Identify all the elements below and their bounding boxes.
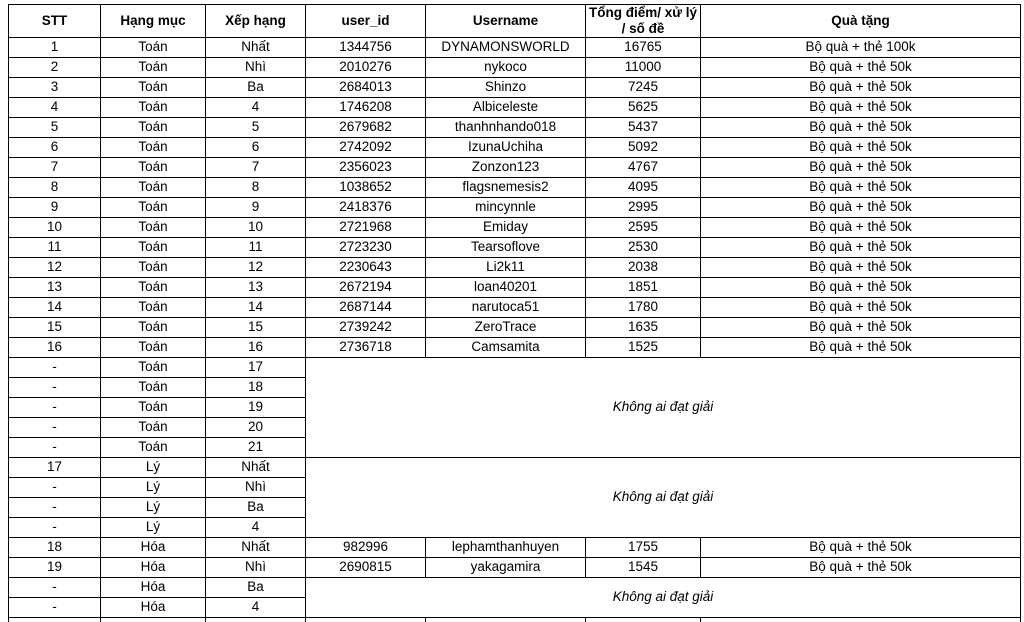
table-cell: Li2k11 [426, 258, 586, 278]
table-cell: Nhì [206, 558, 306, 578]
table-cell: - [9, 418, 101, 438]
table-row [9, 198, 1021, 218]
column-header-hang-muc: Hạng mục [101, 5, 206, 38]
table-cell: 2684013 [306, 78, 426, 98]
no-winner-cell: Không ai đạt giải [306, 458, 1021, 538]
table-cell: 5 [206, 118, 306, 138]
table-cell: 12 [206, 258, 306, 278]
table-cell: loan40201 [426, 278, 586, 298]
table-cell: - [9, 578, 101, 598]
column-header-tong-diem: Tổng điểm/ xử lý / số đề [586, 5, 701, 38]
table-cell: 5625 [586, 98, 701, 118]
table-cell: lephamthanhuyen [426, 538, 586, 558]
table-cell: 2010276 [306, 58, 426, 78]
column-header-username: Username [426, 5, 586, 38]
table-row [9, 78, 1021, 98]
table-cell: 2679682 [306, 118, 426, 138]
table-cell: 1344756 [306, 38, 426, 58]
table-body [9, 38, 1021, 622]
table-cell: Bộ quà + thẻ 50k [701, 98, 1021, 118]
table-cell: 7245 [586, 78, 701, 98]
table-cell: 15 [206, 318, 306, 338]
table-cell: 2690815 [306, 558, 426, 578]
table-cell: Toán [101, 298, 206, 318]
table-cell: Albiceleste [426, 98, 586, 118]
table-cell: Toán [101, 98, 206, 118]
table-cell [9, 618, 101, 622]
table-cell: 1525 [586, 338, 701, 358]
table-cell: Hóa [101, 598, 206, 618]
table-cell: 17 [9, 458, 101, 478]
table-cell: 4767 [586, 158, 701, 178]
table-cell: - [9, 478, 101, 498]
table-cell: Lý [101, 518, 206, 538]
table-cell: Bộ quà + thẻ 50k [701, 218, 1021, 238]
table-cell: Tearsoflove [426, 238, 586, 258]
table-row [9, 278, 1021, 298]
table-cell: Nhất [206, 458, 306, 478]
table-cell: 4095 [586, 178, 701, 198]
table-cell: 1851 [586, 278, 701, 298]
table-row [9, 118, 1021, 138]
table-cell: thanhnhando018 [426, 118, 586, 138]
table-row [9, 558, 1021, 578]
table-cell: 1746208 [306, 98, 426, 118]
table-cell: Bộ quà + thẻ 50k [701, 538, 1021, 558]
table-cell: Toán [101, 358, 206, 378]
table-cell: 10 [9, 218, 101, 238]
table-cell: 4 [206, 518, 306, 538]
table-cell: Nhì [206, 58, 306, 78]
table-cell: 2530 [586, 238, 701, 258]
table-cell [101, 618, 206, 622]
table-cell: 18 [9, 538, 101, 558]
table-cell: 20 [206, 418, 306, 438]
table-row [9, 158, 1021, 178]
table-row [9, 618, 1021, 622]
table-cell: Toán [101, 438, 206, 458]
table-cell: Toán [101, 138, 206, 158]
table-cell: 15 [9, 318, 101, 338]
table-cell: 13 [206, 278, 306, 298]
table-cell: 9 [9, 198, 101, 218]
table-row [9, 338, 1021, 358]
table-cell: 2 [9, 58, 101, 78]
table-cell: ZeroTrace [426, 318, 586, 338]
table-cell: 2736718 [306, 338, 426, 358]
table-row [9, 538, 1021, 558]
header-row [9, 5, 1021, 38]
table-cell: Toán [101, 118, 206, 138]
table-cell: 1545 [586, 558, 701, 578]
table-cell: 2356023 [306, 158, 426, 178]
table-cell: 4 [206, 98, 306, 118]
table-cell: yakagamira [426, 558, 586, 578]
table-cell: Toán [101, 178, 206, 198]
table-cell [426, 618, 586, 622]
table-cell: - [9, 498, 101, 518]
table-cell: Bộ quà + thẻ 50k [701, 178, 1021, 198]
table-cell: Camsamita [426, 338, 586, 358]
table-cell: 19 [9, 558, 101, 578]
table-row [9, 578, 1021, 598]
table-cell: 21 [206, 438, 306, 458]
table-cell: Bộ quà + thẻ 50k [701, 558, 1021, 578]
table-cell: Bộ quà + thẻ 50k [701, 318, 1021, 338]
table-row [9, 458, 1021, 478]
table-cell: Nhất [206, 38, 306, 58]
table-row [9, 38, 1021, 58]
table-cell [586, 618, 701, 622]
table-cell: Toán [101, 318, 206, 338]
column-header-xep-hang: Xếp hạng [206, 5, 306, 38]
table-cell: Toán [101, 418, 206, 438]
table-cell: 10 [206, 218, 306, 238]
table-cell: - [9, 358, 101, 378]
table-cell: Toán [101, 58, 206, 78]
table-row [9, 358, 1021, 378]
table-cell: 2418376 [306, 198, 426, 218]
table-cell: Bộ quà + thẻ 50k [701, 238, 1021, 258]
table-cell: Bộ quà + thẻ 50k [701, 58, 1021, 78]
table-cell: flagsnemesis2 [426, 178, 586, 198]
table-cell: Lý [101, 478, 206, 498]
table-cell: Toán [101, 278, 206, 298]
table-row [9, 178, 1021, 198]
table-cell: Toán [101, 398, 206, 418]
table-cell [701, 618, 1021, 622]
table-cell: 1038652 [306, 178, 426, 198]
table-cell: 19 [206, 398, 306, 418]
table-cell: 1780 [586, 298, 701, 318]
table-cell: Toán [101, 78, 206, 98]
table-cell: 12 [9, 258, 101, 278]
table-cell: 1635 [586, 318, 701, 338]
table-cell: 2995 [586, 198, 701, 218]
table-cell: Toán [101, 38, 206, 58]
table-cell: 8 [9, 178, 101, 198]
table-cell: 6 [206, 138, 306, 158]
table-row [9, 58, 1021, 78]
table-cell: 11 [9, 238, 101, 258]
table-cell: 5092 [586, 138, 701, 158]
table-cell: Bộ quà + thẻ 50k [701, 78, 1021, 98]
table-cell: Bộ quà + thẻ 50k [701, 158, 1021, 178]
table-cell [206, 618, 306, 622]
table-cell: Toán [101, 198, 206, 218]
table-cell: Bộ quà + thẻ 50k [701, 338, 1021, 358]
table-cell: - [9, 378, 101, 398]
table-cell: Bộ quà + thẻ 50k [701, 298, 1021, 318]
table-cell: 14 [9, 298, 101, 318]
table-cell: 2723230 [306, 238, 426, 258]
table-cell: 6 [9, 138, 101, 158]
table-row [9, 138, 1021, 158]
table-cell: 11000 [586, 58, 701, 78]
table-cell: Bộ quà + thẻ 50k [701, 258, 1021, 278]
table-cell: 14 [206, 298, 306, 318]
table-cell: DYNAMONSWORLD [426, 38, 586, 58]
column-header-user-id: user_id [306, 5, 426, 38]
table-cell: Toán [101, 258, 206, 278]
table-cell: Hóa [101, 538, 206, 558]
table-cell: IzunaUchiha [426, 138, 586, 158]
table-cell: 11 [206, 238, 306, 258]
no-winner-cell: Không ai đạt giải [306, 578, 1021, 618]
table-row [9, 298, 1021, 318]
table-cell: 13 [9, 278, 101, 298]
table-cell: 2742092 [306, 138, 426, 158]
table-cell: Toán [101, 158, 206, 178]
table-cell: Toán [101, 218, 206, 238]
table-cell: Hóa [101, 578, 206, 598]
table-cell: Zonzon123 [426, 158, 586, 178]
table-cell: 16765 [586, 38, 701, 58]
table-cell: mincynnle [426, 198, 586, 218]
table-cell: - [9, 598, 101, 618]
table-cell: 16 [9, 338, 101, 358]
table-cell: 18 [206, 378, 306, 398]
table-cell: 2595 [586, 218, 701, 238]
table-cell: 1 [9, 38, 101, 58]
table-cell: 16 [206, 338, 306, 358]
ranking-table [8, 4, 1021, 622]
table-cell: Bộ quà + thẻ 50k [701, 278, 1021, 298]
table-cell: Hóa [101, 558, 206, 578]
table-cell [306, 618, 426, 622]
table-cell: Bộ quà + thẻ 50k [701, 198, 1021, 218]
no-winner-cell: Không ai đạt giải [306, 358, 1021, 458]
table-cell: 2230643 [306, 258, 426, 278]
table-row [9, 318, 1021, 338]
table-cell: Bộ quà + thẻ 100k [701, 38, 1021, 58]
table-cell: 9 [206, 198, 306, 218]
table-cell: nykoco [426, 58, 586, 78]
table-cell: Ba [206, 578, 306, 598]
table-row [9, 258, 1021, 278]
table-cell: 7 [9, 158, 101, 178]
table-cell: 2739242 [306, 318, 426, 338]
table-cell: 2721968 [306, 218, 426, 238]
table-cell: Nhì [206, 478, 306, 498]
table-cell: 1755 [586, 538, 701, 558]
table-cell: narutoca51 [426, 298, 586, 318]
table-header [9, 5, 1021, 38]
table-cell: Lý [101, 458, 206, 478]
table-cell: Lý [101, 498, 206, 518]
column-header-qua-tang: Quà tặng [701, 5, 1021, 38]
table-cell: Shinzo [426, 78, 586, 98]
table-cell: 2687144 [306, 298, 426, 318]
table-row [9, 238, 1021, 258]
table-cell: 8 [206, 178, 306, 198]
table-cell: 2672194 [306, 278, 426, 298]
table-cell: - [9, 438, 101, 458]
table-cell: 982996 [306, 538, 426, 558]
table-cell: 17 [206, 358, 306, 378]
table-cell: 2038 [586, 258, 701, 278]
table-cell: Toán [101, 338, 206, 358]
table-cell: Emiday [426, 218, 586, 238]
table-cell: 5 [9, 118, 101, 138]
table-cell: Bộ quà + thẻ 50k [701, 118, 1021, 138]
table-cell: Ba [206, 498, 306, 518]
table-cell: - [9, 398, 101, 418]
table-cell: 4 [9, 98, 101, 118]
table-cell: Toán [101, 378, 206, 398]
table-cell: Ba [206, 78, 306, 98]
table-cell: 3 [9, 78, 101, 98]
table-cell: Nhất [206, 538, 306, 558]
table-row [9, 218, 1021, 238]
table-cell: 5437 [586, 118, 701, 138]
table-cell: 7 [206, 158, 306, 178]
table-cell: Toán [101, 238, 206, 258]
table-cell: - [9, 518, 101, 538]
table-cell: 4 [206, 598, 306, 618]
table-cell: Bộ quà + thẻ 50k [701, 138, 1021, 158]
table-row [9, 98, 1021, 118]
column-header-stt: STT [9, 5, 101, 38]
